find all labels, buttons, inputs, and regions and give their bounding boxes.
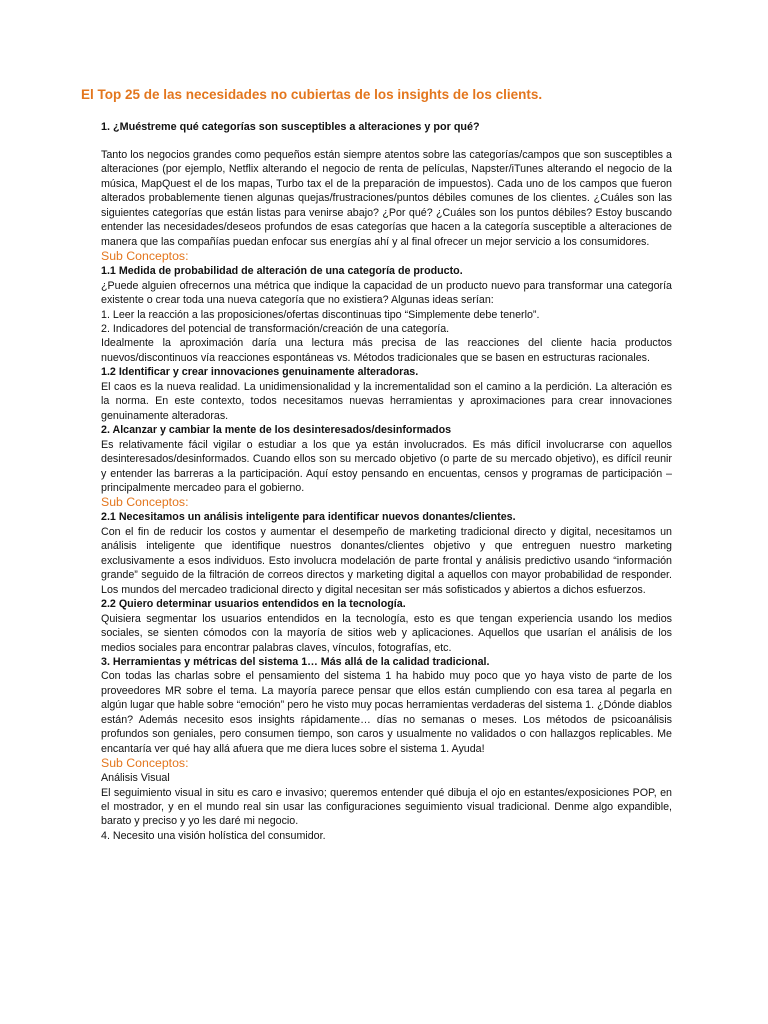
question-4-heading: 4. Necesito una visión holística del consumidor. — [101, 829, 326, 842]
subsection-2-2-text: Quisiera segmentar los usuarios entendidos en la tecnología, esto es que tengan experiencia usando los medios sociales, se sienten cómodos con la mayoría de sitios web y aplicaciones. Aquellos que usarían el análisis de los medios sociales para encontrar palabras claves, vínculos, fotografías, etc. — [101, 612, 672, 654]
question-1-heading: 1. ¿Muéstreme qué categorías son susceptibles a alteraciones y por qué? — [101, 121, 480, 133]
question-2-text: Es relativamente fácil vigilar o estudiar a los que ya están involucrados. Es más difícil involucrarse con aquellos desinteresados/desinformados. Cuando ellos son su mercado objetivo (o parte de su mercado objetivo), es difícil reunir y entender las barreras a la participación. Aquí estoy pensando en encuentas, censos y programas de participación – principalmente mercadeo para el gobierno. — [101, 438, 672, 494]
question-3-text: Con todas las charlas sobre el pensamiento del sistema 1 ha habido muy poco que yo haya visto de parte de los proveedores MR sobre el tema. La mayoría parece pensar que ellos están cumpliendo con esa tarea al pegarla en algún lugar que hable sobre “emoción” pero he visto muy pocas herramientas verdaderas del sistema 1. ¿Dónde diablos están? Además necesito esos insights rápidamente… días no semanas o meses. Los métodos de psicoanálisis profundos son geniales, pero consumen tiempo, son caros y usualmente no validados o con hallazgos replicables. Me encantaría ver qué hay allá afuera que me diera luces sobre el sistema 1. Ayuda! — [101, 670, 672, 755]
subsection-1-1-text-2: Idealmente la aproximación daría una lectura más precisa de las reacciones del cliente hacia productos nuevos/discontinuos vía reacciones espontáneas vs. Métodos tradicionales que se basen en estructuras racionales. — [101, 337, 672, 364]
sub-concepts-label-2: Sub Conceptos: — [101, 495, 189, 510]
subsection-1-1-item-1: 1. Leer la reacción a las proposiciones/ofertas discontinuas tipo “Simplemente debe tenerlo”. — [101, 308, 540, 321]
question-1-text: Tanto los negocios grandes como pequeños están siempre atentos sobre las categorías/campos que son susceptibles a alteraciones (por ejemplo, Netflix alterando el negocio de renta de películas, Napster/iTunes alterando el negocio de la música, MapQuest el de los mapas, Turbo tax el de la preparación de impuestos). Cada uno de los campos que fueron alterados probablemente tienen algunas quejas/frustraciones/puntos débiles comunes de los clientes. ¿Cuáles son las siguientes categorías que están listas para venirse abajo? ¿Por qué? ¿Cuáles son los puntos débiles? Estoy buscando entender las necesidades/deseos profundos de esas categorías que hacen a la categoría susceptible a alteraciones de manera que las compañías puedan enfocar sus energías ahí y al final ofrecer un mejor servicio a los consumidores. — [101, 149, 672, 248]
subsection-1-1-heading: 1.1 Medida de probabilidad de alteración de una categoría de producto. — [101, 265, 463, 278]
subsection-1-1-item-2: 2. Indicadores del potencial de transformación/creación de una categoría. — [101, 322, 450, 335]
subsection-3-item: Análisis Visual — [101, 772, 170, 785]
subsection-2-1-text: Con el fin de reducir los costos y aumentar el desempeño de marketing tradicional directo y digital, necesitamos un análisis inteligente que identifique nuestros donantes/clientes objetivo y que entreguen nuestro marketing exclusivamente a esos individuos. Esto involucra modelación de parte frontal y análisis predictivo usando “información grande” seguido de la filtración de correos directos y marketing digital a aquellos con mayor probabilidad de responder. Los mundos del mercadeo tradicional directo y digital necesitan ser más sofisticados y abiertos a dichos esfuerzos. — [101, 525, 672, 596]
subsection-1-1-text: ¿Puede alguien ofrecernos una métrica que indique la capacidad de un producto nuevo para transformar una categoría existente o crear toda una nueva categoría que no existiera? Algunas ideas serían: — [101, 279, 672, 307]
subsection-1-2-text: El caos es la nueva realidad. La unidimensionalidad y la incrementalidad son el camino a la perdición. La alteración es la norma. En este contexto, todos necesitamos nuevas herramientas y aproximaciones para crear innovaciones genuinamente alteradoras. — [101, 380, 672, 422]
subsection-1-2-heading: 1.2 Identificar y crear innovaciones genuinamente alteradoras. — [101, 366, 419, 379]
sub-concepts-label-1: Sub Conceptos: — [101, 249, 189, 264]
question-3-heading: 3. Herramientas y métricas del sistema 1… Más allá de la calidad tradicional. — [101, 655, 490, 668]
subsection-2-1-heading: 2.1 Necesitamos un análisis inteligente para identificar nuevos donantes/clientes. — [101, 511, 516, 524]
sub-concepts-label-3: Sub Conceptos: — [101, 756, 189, 771]
document-title: El Top 25 de las necesidades no cubiertas de los insights de los clients. — [81, 87, 543, 102]
subsection-2-2-heading: 2.2 Quiero determinar usuarios entendidos en la tecnología. — [101, 598, 406, 611]
subsection-3-text: El seguimiento visual in situ es caro e invasivo; queremos entender qué dibuja el ojo en estantes/exposiciones POP, en el mostrador, y en el mundo real sin usar las configuraciones seguimiento visual tradicional. Denme algo expandible, barato y preciso y yo les daré mi negocio. — [101, 786, 672, 828]
document-content — [81, 86, 672, 843]
question-2-heading: 2. Alcanzar y cambiar la mente de los desinteresados/desinformados — [101, 424, 452, 437]
